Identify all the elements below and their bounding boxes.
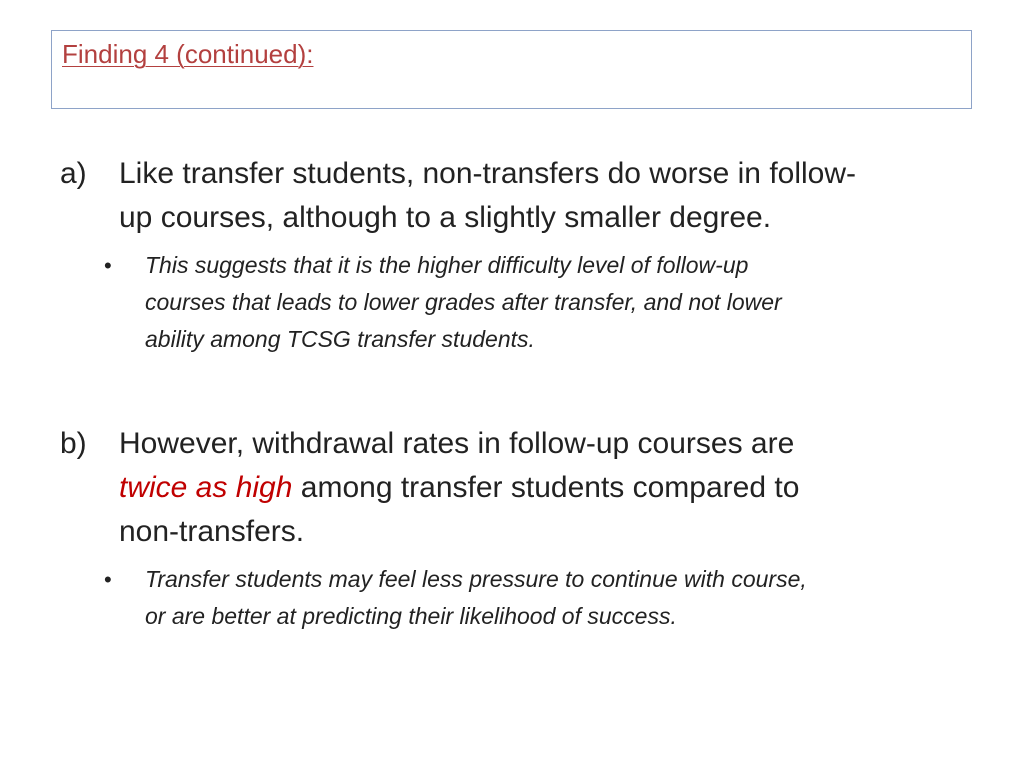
emphasis-twice-as-high: twice as high <box>119 471 293 504</box>
item-b-line-3: non-transfers. <box>119 515 305 548</box>
item-a-sub-text <box>145 247 782 358</box>
item-b-sub-text <box>145 561 807 635</box>
item-a-sub-line-3: ability among TCSG transfer students. <box>145 326 535 352</box>
item-b-sub-line-2: or are better at predicting their likelihood of success. <box>145 603 677 629</box>
item-a-sub-line-1: This suggests that it is the higher difficulty level of follow-up <box>145 252 749 278</box>
item-marker-b: b) <box>60 427 87 460</box>
item-b-line-2-rest: among transfer students compared to <box>292 471 800 504</box>
item-b-line-1: However, withdrawal rates in follow-up courses are <box>119 427 795 460</box>
item-b-text <box>104 422 999 629</box>
item-a-text <box>104 152 999 352</box>
item-b-sub-line-1: Transfer students may feel less pressure to continue with course, <box>145 566 807 592</box>
slide-title: Finding 4 (continued): <box>62 39 314 69</box>
item-a-line-1: Like transfer students, non-transfers do worse in follow- <box>119 157 857 190</box>
item-a-line-2: up courses, although to a slightly smaller degree. <box>119 201 772 234</box>
bullet-icon: • <box>104 253 112 278</box>
bullet-icon: • <box>104 567 112 592</box>
item-marker-a: a) <box>60 157 87 190</box>
title-box <box>51 30 972 109</box>
item-b-line-2 <box>119 466 999 510</box>
item-a-sub-line-2: courses that leads to lower grades after transfer, and not lower <box>145 289 782 315</box>
